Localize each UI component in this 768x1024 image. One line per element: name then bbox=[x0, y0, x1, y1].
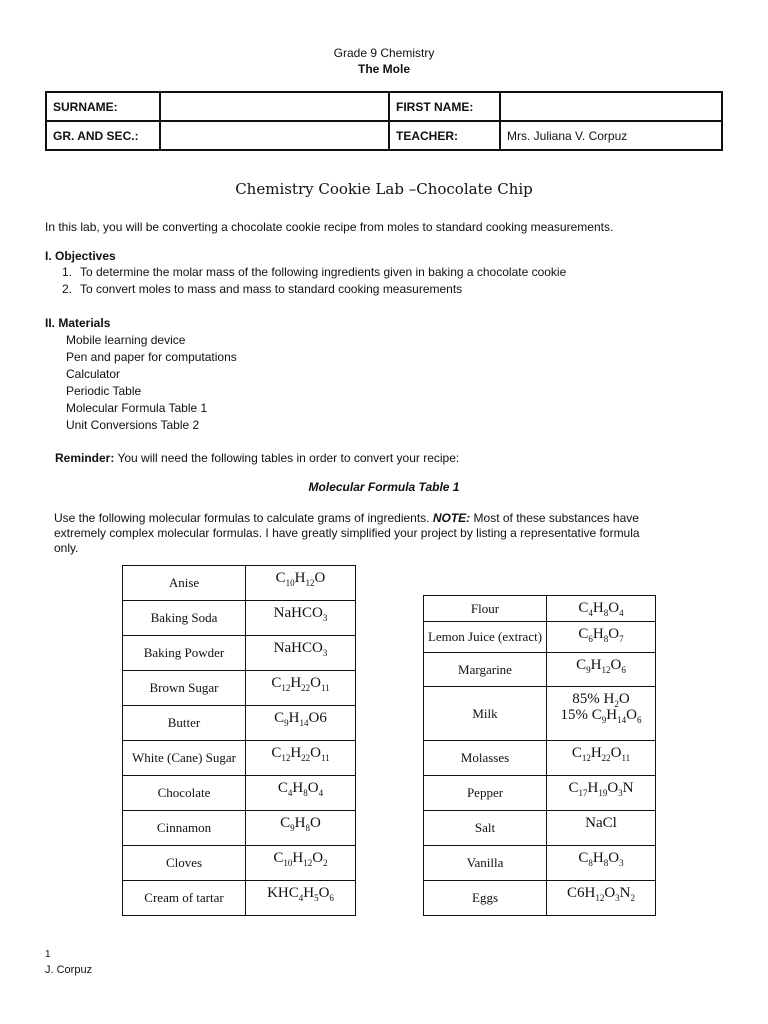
ingredient-name: Lemon Juice (extract) bbox=[424, 622, 547, 653]
material-item: Molecular Formula Table 1 bbox=[66, 401, 208, 415]
teacher-value: Mrs. Juliana V. Corpuz bbox=[500, 121, 722, 150]
objective-text: To convert moles to mass and mass to standard cooking measurements bbox=[80, 282, 463, 296]
formula-row bbox=[424, 741, 656, 776]
formula-row bbox=[123, 601, 356, 636]
molecular-formula: NaHCO$_3$ bbox=[246, 601, 356, 636]
student-info-table bbox=[45, 91, 723, 151]
table-caption: Molecular Formula Table 1 bbox=[308, 480, 460, 494]
molecular-formula: $C_{17}H_{19}O_3N$ bbox=[547, 776, 656, 811]
instructions-after: Most of these substances have extremely complex molecular formulas. I have greatly simplified your project by listing a representative formula only. bbox=[54, 511, 640, 555]
formula-row bbox=[424, 846, 656, 881]
objectives-heading: I. Objectives bbox=[45, 249, 116, 263]
surname-label: SURNAME: bbox=[46, 92, 160, 121]
molecular-formula: $C_{12}H_{22}O_{11}$ bbox=[547, 741, 656, 776]
objective-number: 1. bbox=[62, 265, 73, 279]
molecular-formula: $C_{12}H_{22}O_{11}$ bbox=[246, 741, 356, 776]
ingredient-name: Anise bbox=[123, 566, 246, 601]
formula-row bbox=[123, 671, 356, 706]
ingredient-name: Baking Powder bbox=[123, 636, 246, 671]
formula-row bbox=[424, 687, 656, 741]
lab-title: Chemistry Cookie Lab –Chocolate Chip bbox=[235, 180, 533, 198]
material-item: Pen and paper for computations bbox=[66, 350, 237, 364]
ingredient-name: Baking Soda bbox=[123, 601, 246, 636]
teacher-label: TEACHER: bbox=[389, 121, 500, 150]
ingredient-name: Molasses bbox=[424, 741, 547, 776]
formula-row bbox=[123, 881, 356, 916]
molecular-formula-table-right bbox=[423, 595, 656, 916]
material-item: Calculator bbox=[66, 367, 121, 381]
instructions-text bbox=[54, 511, 654, 556]
ingredient-name: Butter bbox=[123, 706, 246, 741]
molecular-formula: $C_4H_8O_4$ bbox=[547, 596, 656, 622]
formula-row bbox=[123, 846, 356, 881]
formula-row bbox=[123, 636, 356, 671]
formula-row bbox=[123, 741, 356, 776]
material-item: Periodic Table bbox=[66, 384, 142, 398]
material-item: Unit Conversions Table 2 bbox=[66, 418, 200, 432]
ingredient-name: Vanilla bbox=[424, 846, 547, 881]
note-label: NOTE: bbox=[432, 511, 471, 525]
objective-item bbox=[62, 264, 566, 281]
molecular-formula: $C_9H_{14}O6$ bbox=[246, 706, 356, 741]
molecular-formula: 85% $H_2O$ 15% $C_9H_{14}O_6$ bbox=[547, 687, 656, 741]
surname-field[interactable] bbox=[160, 92, 389, 121]
reminder bbox=[55, 451, 459, 465]
objective-text: To determine the molar mass of the following ingredients given in baking a chocolate cookie bbox=[80, 265, 567, 279]
formula-row bbox=[123, 706, 356, 741]
first-name-field[interactable] bbox=[500, 92, 722, 121]
ingredient-name: Flour bbox=[424, 596, 547, 622]
first-name-label: FIRST NAME: bbox=[389, 92, 500, 121]
material-item: Mobile learning device bbox=[66, 333, 186, 347]
ingredient-name: Salt bbox=[424, 811, 547, 846]
ingredient-name: Milk bbox=[424, 687, 547, 741]
instructions-before: Use the following molecular formulas to calculate grams of ingredients. bbox=[54, 511, 433, 525]
formula-row bbox=[424, 776, 656, 811]
molecular-formula: $C_6H_8O_7$ bbox=[547, 622, 656, 653]
grade-section-label: GR. AND SEC.: bbox=[46, 121, 160, 150]
molecular-formula: $C_{12}H_{22}O_{11}$ bbox=[246, 671, 356, 706]
ingredient-name: Chocolate bbox=[123, 776, 246, 811]
materials-list bbox=[66, 332, 237, 434]
ingredient-name: Cinnamon bbox=[123, 811, 246, 846]
molecular-formula: $C_9H_{12}O_6$ bbox=[547, 653, 656, 687]
topic-title: The Mole bbox=[357, 62, 410, 76]
formula-row bbox=[424, 596, 656, 622]
objective-number: 2. bbox=[62, 282, 73, 296]
molecular-formula: NaCl bbox=[547, 811, 656, 846]
author: J. Corpuz bbox=[45, 964, 93, 976]
formula-row bbox=[123, 811, 356, 846]
formula-row bbox=[424, 653, 656, 687]
molecular-formula: $C_4H_8O_4$ bbox=[246, 776, 356, 811]
molecular-formula: $C_{10}H_{12}O_2$ bbox=[246, 846, 356, 881]
ingredient-name: White (Cane) Sugar bbox=[123, 741, 246, 776]
formula-row bbox=[424, 622, 656, 653]
intro-text: In this lab, you will be converting a chocolate cookie recipe from moles to standard cooking measurements. bbox=[45, 220, 614, 234]
formula-row bbox=[123, 776, 356, 811]
formula-row bbox=[424, 811, 656, 846]
reminder-text: You will need the following tables in order to convert your recipe: bbox=[114, 451, 460, 465]
molecular-formula: NaHCO$_3$ bbox=[246, 636, 356, 671]
molecular-formula: $C_8H_8O_3$ bbox=[547, 846, 656, 881]
page-number: 1 bbox=[45, 949, 51, 960]
ingredient-name: Margarine bbox=[424, 653, 547, 687]
ingredient-name: Eggs bbox=[424, 881, 547, 916]
formula-row bbox=[123, 566, 356, 601]
ingredient-name: Cream of tartar bbox=[123, 881, 246, 916]
grade-section-field[interactable] bbox=[160, 121, 389, 150]
molecular-formula: $C_{10}H_{12}O$ bbox=[246, 566, 356, 601]
objectives-list bbox=[62, 264, 566, 298]
ingredient-name: Brown Sugar bbox=[123, 671, 246, 706]
molecular-formula: $KHC_4H_5O_6$ bbox=[246, 881, 356, 916]
reminder-label: Reminder: bbox=[55, 451, 115, 465]
molecular-formula: $C_9H_8O$ bbox=[246, 811, 356, 846]
objective-item bbox=[62, 281, 566, 298]
ingredient-name: Cloves bbox=[123, 846, 246, 881]
ingredient-name: Pepper bbox=[424, 776, 547, 811]
materials-heading: II. Materials bbox=[45, 316, 111, 330]
molecular-formula-table-left bbox=[122, 565, 356, 916]
molecular-formula: $C6H_{12}O_3N_2$ bbox=[547, 881, 656, 916]
formula-row bbox=[424, 881, 656, 916]
course-title: Grade 9 Chemistry bbox=[333, 46, 435, 60]
